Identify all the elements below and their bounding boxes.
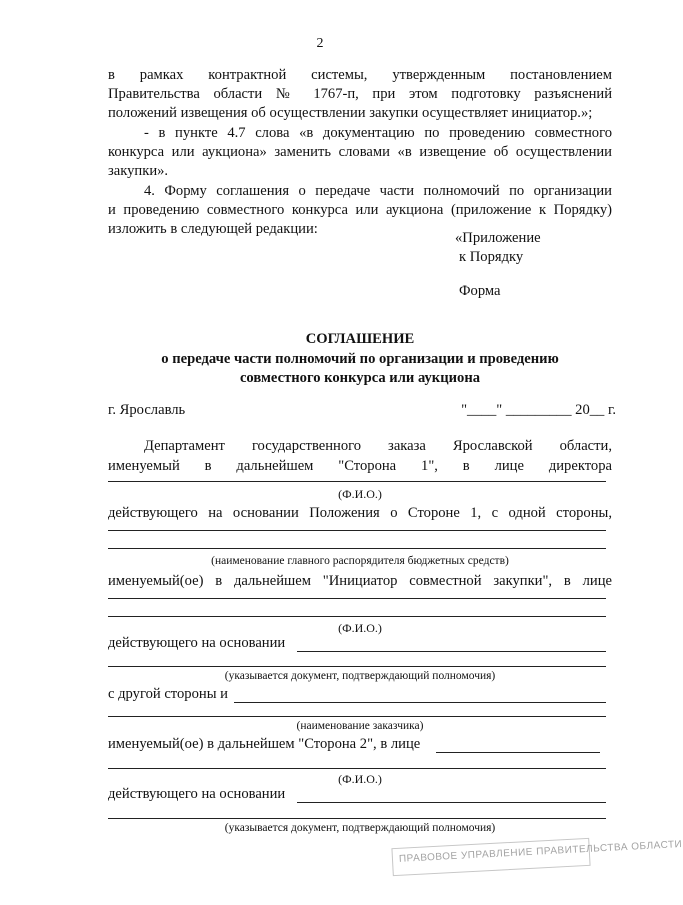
caption: (Ф.И.О.) [338,772,382,786]
place: г. Ярославль [108,402,186,418]
blank-line [297,651,606,652]
paragraph-line: конкурса или аукциона» заменить словами «в извещение об осуществлении [108,144,612,160]
caption: (указывается документ, подтверждающий полномочия) [224,822,496,834]
body-line: с другой стороны и [108,686,228,702]
form-label: Форма [459,283,501,299]
paragraph-line: Правительства области № 1767-п, при этом подготовку разъяснений [108,86,612,102]
paragraph-line: - в пункте 4.7 слова «в документацию по проведению совместного [144,125,612,141]
body-line: действующего на основании Положения о Стороне 1, с одной стороны, [108,505,612,521]
blank-line [108,598,606,599]
paragraph-line: изложить в следующей редакции: [108,221,318,237]
blank-line [108,818,606,819]
appendix-label: «Приложение [455,230,541,246]
page-number: 2 [316,36,324,51]
stamp-text: ПРАВОВОЕ УПРАВЛЕНИЕ ПРАВИТЕЛЬСТВА ОБЛАСТИ [398,838,683,865]
body-line: Департамент государственного заказа Ярославской области, [144,438,612,454]
blank-line [297,802,606,803]
blank-line [108,481,606,482]
blank-line [108,666,606,667]
agreement-title: СОГЛАШЕНИЕ [305,331,415,347]
caption: (Ф.И.О.) [338,487,382,501]
registration-stamp [391,838,683,876]
blank-line [108,530,606,531]
blank-line [436,752,600,753]
caption: (наименование заказчика) [296,720,424,732]
caption: (Ф.И.О.) [338,621,382,635]
agreement-subtitle: совместного конкурса или аукциона [239,370,481,386]
paragraph-line: положений извещения об осуществлении закупки осуществляет инициатор.»; [108,105,593,121]
paragraph-line: в рамках контрактной системы, утвержденным постановлением [108,67,612,83]
agreement-subtitle: о передаче части полномочий по организации и проведению [161,351,559,367]
paragraph-line: и проведению совместного конкурса или аукциона (приложение к Порядку) [108,202,612,218]
blank-line [108,768,606,769]
paragraph-line: закупки». [108,163,169,179]
appendix-label: к Порядку [459,249,524,265]
body-line: именуемый в дальнейшем "Сторона 1", в лице директора [108,458,612,474]
date-field: "____" _________ 20__ г. [461,402,616,418]
paragraph-line: 4. Форму соглашения о передаче части полномочий по организации [144,183,612,199]
body-line: действующего на основании [108,635,286,651]
body-line: именуемый(ое) в дальнейшем "Инициатор совместной закупки", в лице [108,573,612,589]
blank-line [108,716,606,717]
caption: (указывается документ, подтверждающий полномочия) [224,670,496,682]
blank-line [108,548,606,549]
body-line: именуемый(ое) в дальнейшем "Сторона 2", в лице [108,736,421,752]
body-line: действующего на основании [108,786,286,802]
blank-line [234,702,606,703]
blank-line [108,616,606,617]
caption: (наименование главного распорядителя бюджетных средств) [211,555,509,567]
